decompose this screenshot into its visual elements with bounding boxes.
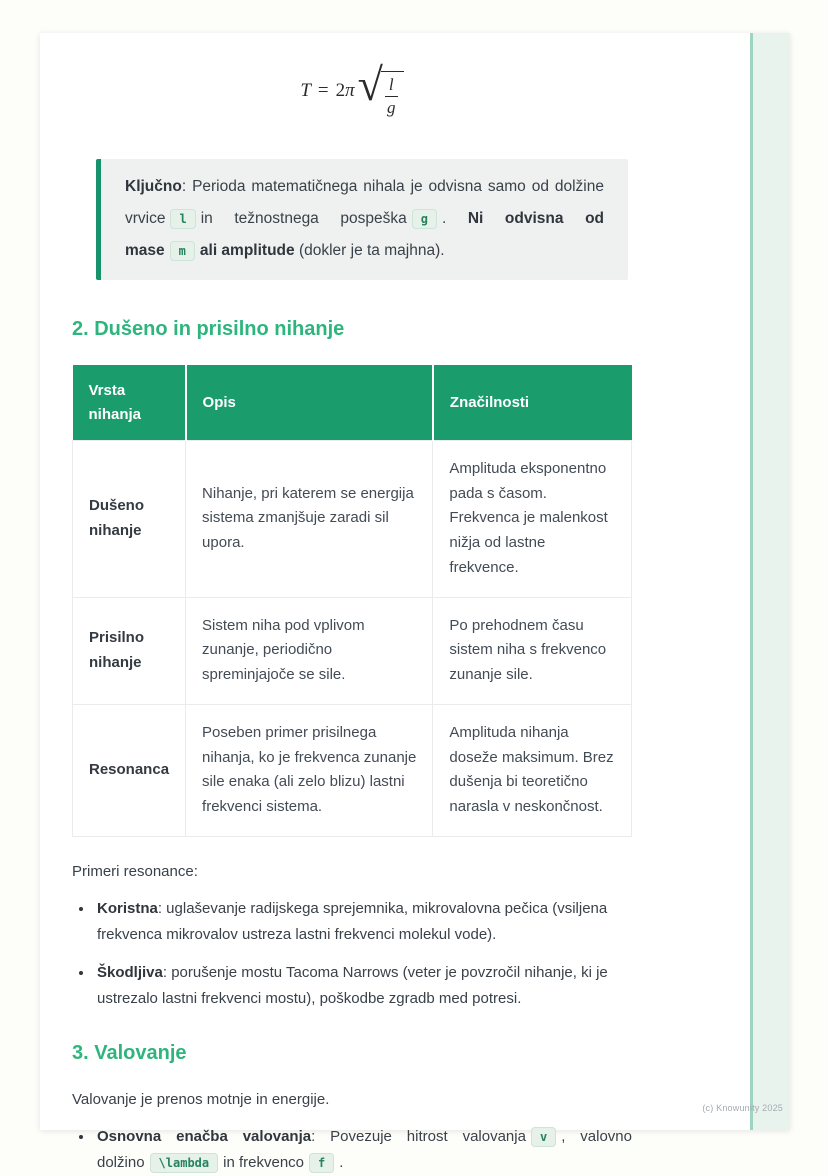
text-segment: : Povezuje hitrost valovanja bbox=[311, 1127, 526, 1145]
bold-text-segment: Ni odvisna od mase bbox=[125, 209, 605, 259]
square-root bbox=[357, 58, 404, 117]
table-row-prisilno-nihanje bbox=[73, 597, 632, 704]
formula-coefficient: 2 bbox=[335, 80, 346, 101]
copyright-watermark: (c) Knowunity 2025 bbox=[702, 1103, 783, 1113]
bold-text-segment: Koristna bbox=[97, 899, 158, 917]
text-segment: : Perioda matematičnega nihala je odvisna samo od dolžine vrvice bbox=[125, 178, 604, 227]
bold-text-segment: ali amplitude bbox=[199, 241, 295, 259]
table-header-vrsta-nihanja: Vrsta nihanja bbox=[73, 365, 186, 440]
formula-equals: = bbox=[317, 80, 329, 101]
inline-code-chip: l bbox=[170, 209, 195, 229]
fraction bbox=[385, 75, 398, 117]
inline-code-chip: m bbox=[170, 241, 195, 261]
inline-code-chip: \lambda bbox=[150, 1153, 219, 1173]
text-segment: (dokler je ta majhna). bbox=[294, 241, 445, 259]
page-content bbox=[40, 33, 790, 1176]
list-item-koristna bbox=[94, 896, 632, 948]
table-cell-description: Poseben primer prisilnega nihanja, ko je frekvenca zunanje sile enaka (ali zelo blizu) lastni frekvenci sistema. bbox=[186, 704, 433, 836]
resonance-examples-list bbox=[72, 896, 632, 1012]
list-item-osnovna-enacba bbox=[94, 1124, 632, 1176]
section-heading-valovanje: 3. Valovanje bbox=[72, 1041, 187, 1064]
key-callout-box bbox=[96, 159, 628, 280]
formula-variable-T: T bbox=[300, 80, 311, 101]
table-header-row bbox=[73, 365, 632, 440]
oscillation-types-table bbox=[72, 365, 632, 837]
fraction-denominator: g bbox=[387, 97, 396, 117]
radicand bbox=[381, 71, 404, 117]
table-cell-description: Sistem niha pod vplivom zunanje, periodično spreminjajoče se sile. bbox=[186, 597, 433, 704]
table-cell-characteristics: Amplituda eksponentno pada s časom. Frekvenca je malenkost nižja od lastne frekvence. bbox=[433, 440, 632, 597]
table-cell-characteristics: Amplituda nihanja doseže maksimum. Brez dušenja bi teoretično narasla v neskončnost. bbox=[433, 704, 632, 836]
inline-code-chip: v bbox=[531, 1127, 556, 1147]
document-page bbox=[40, 33, 790, 1171]
table-cell-term: Prisilno nihanje bbox=[73, 597, 186, 704]
pendulum-period-formula bbox=[72, 55, 632, 127]
text-segment: : uglaševanje radijskega sprejemnika, mikrovalovna pečica (vsiljena frekvenca mikrovalov ustreza lastni frekvenci molekul vode). bbox=[97, 899, 608, 943]
table-cell-term: Resonanca bbox=[73, 704, 186, 836]
text-segment: in težnostnega pospeška bbox=[200, 209, 407, 227]
table-header-opis: Opis bbox=[186, 365, 433, 440]
table-row-duseno-nihanje bbox=[73, 440, 632, 597]
inline-code-chip: g bbox=[412, 209, 437, 229]
table-header-znacilnosti: Značilnosti bbox=[433, 365, 632, 440]
list-item-skodljiva bbox=[94, 960, 632, 1012]
bold-text-segment: Škodljiva bbox=[97, 964, 163, 982]
waves-intro: Valovanje je prenos motnje in energije. bbox=[72, 1090, 330, 1108]
table-cell-term: Dušeno nihanje bbox=[73, 440, 186, 597]
text-segment: . bbox=[441, 209, 468, 227]
section-heading-damped-forced-oscillation: 2. Dušeno in prisilno nihanje bbox=[72, 318, 345, 341]
formula-pi: π bbox=[345, 80, 355, 101]
table-row-resonanca bbox=[73, 704, 632, 836]
inline-code-chip: f bbox=[309, 1153, 334, 1173]
waves-list bbox=[72, 1124, 632, 1176]
bold-text-segment: Osnovna enačba valovanja bbox=[97, 1127, 312, 1145]
callout-text bbox=[125, 171, 604, 266]
fraction-numerator: l bbox=[385, 75, 398, 97]
text-segment: , valovno dolžino bbox=[97, 1127, 632, 1171]
text-segment: : porušenje mostu Tacoma Narrows (veter je povzročil nihanje, ki je ustrezalo lastni frekvenci mostu), poškodbe zgradb med potresi. bbox=[97, 964, 608, 1008]
text-segment: . bbox=[339, 1153, 344, 1171]
text-segment: in frekvenco bbox=[223, 1153, 304, 1171]
bold-text-segment: Ključno bbox=[125, 178, 182, 195]
table-cell-characteristics: Po prehodnem času sistem niha s frekvenco zunanje sile. bbox=[433, 597, 632, 704]
table-cell-description: Nihanje, pri katerem se energija sistema zmanjšuje zaradi sil upora. bbox=[186, 440, 433, 597]
radical-sign-icon: √ bbox=[357, 58, 383, 110]
resonance-examples-intro: Primeri resonance: bbox=[72, 862, 198, 880]
